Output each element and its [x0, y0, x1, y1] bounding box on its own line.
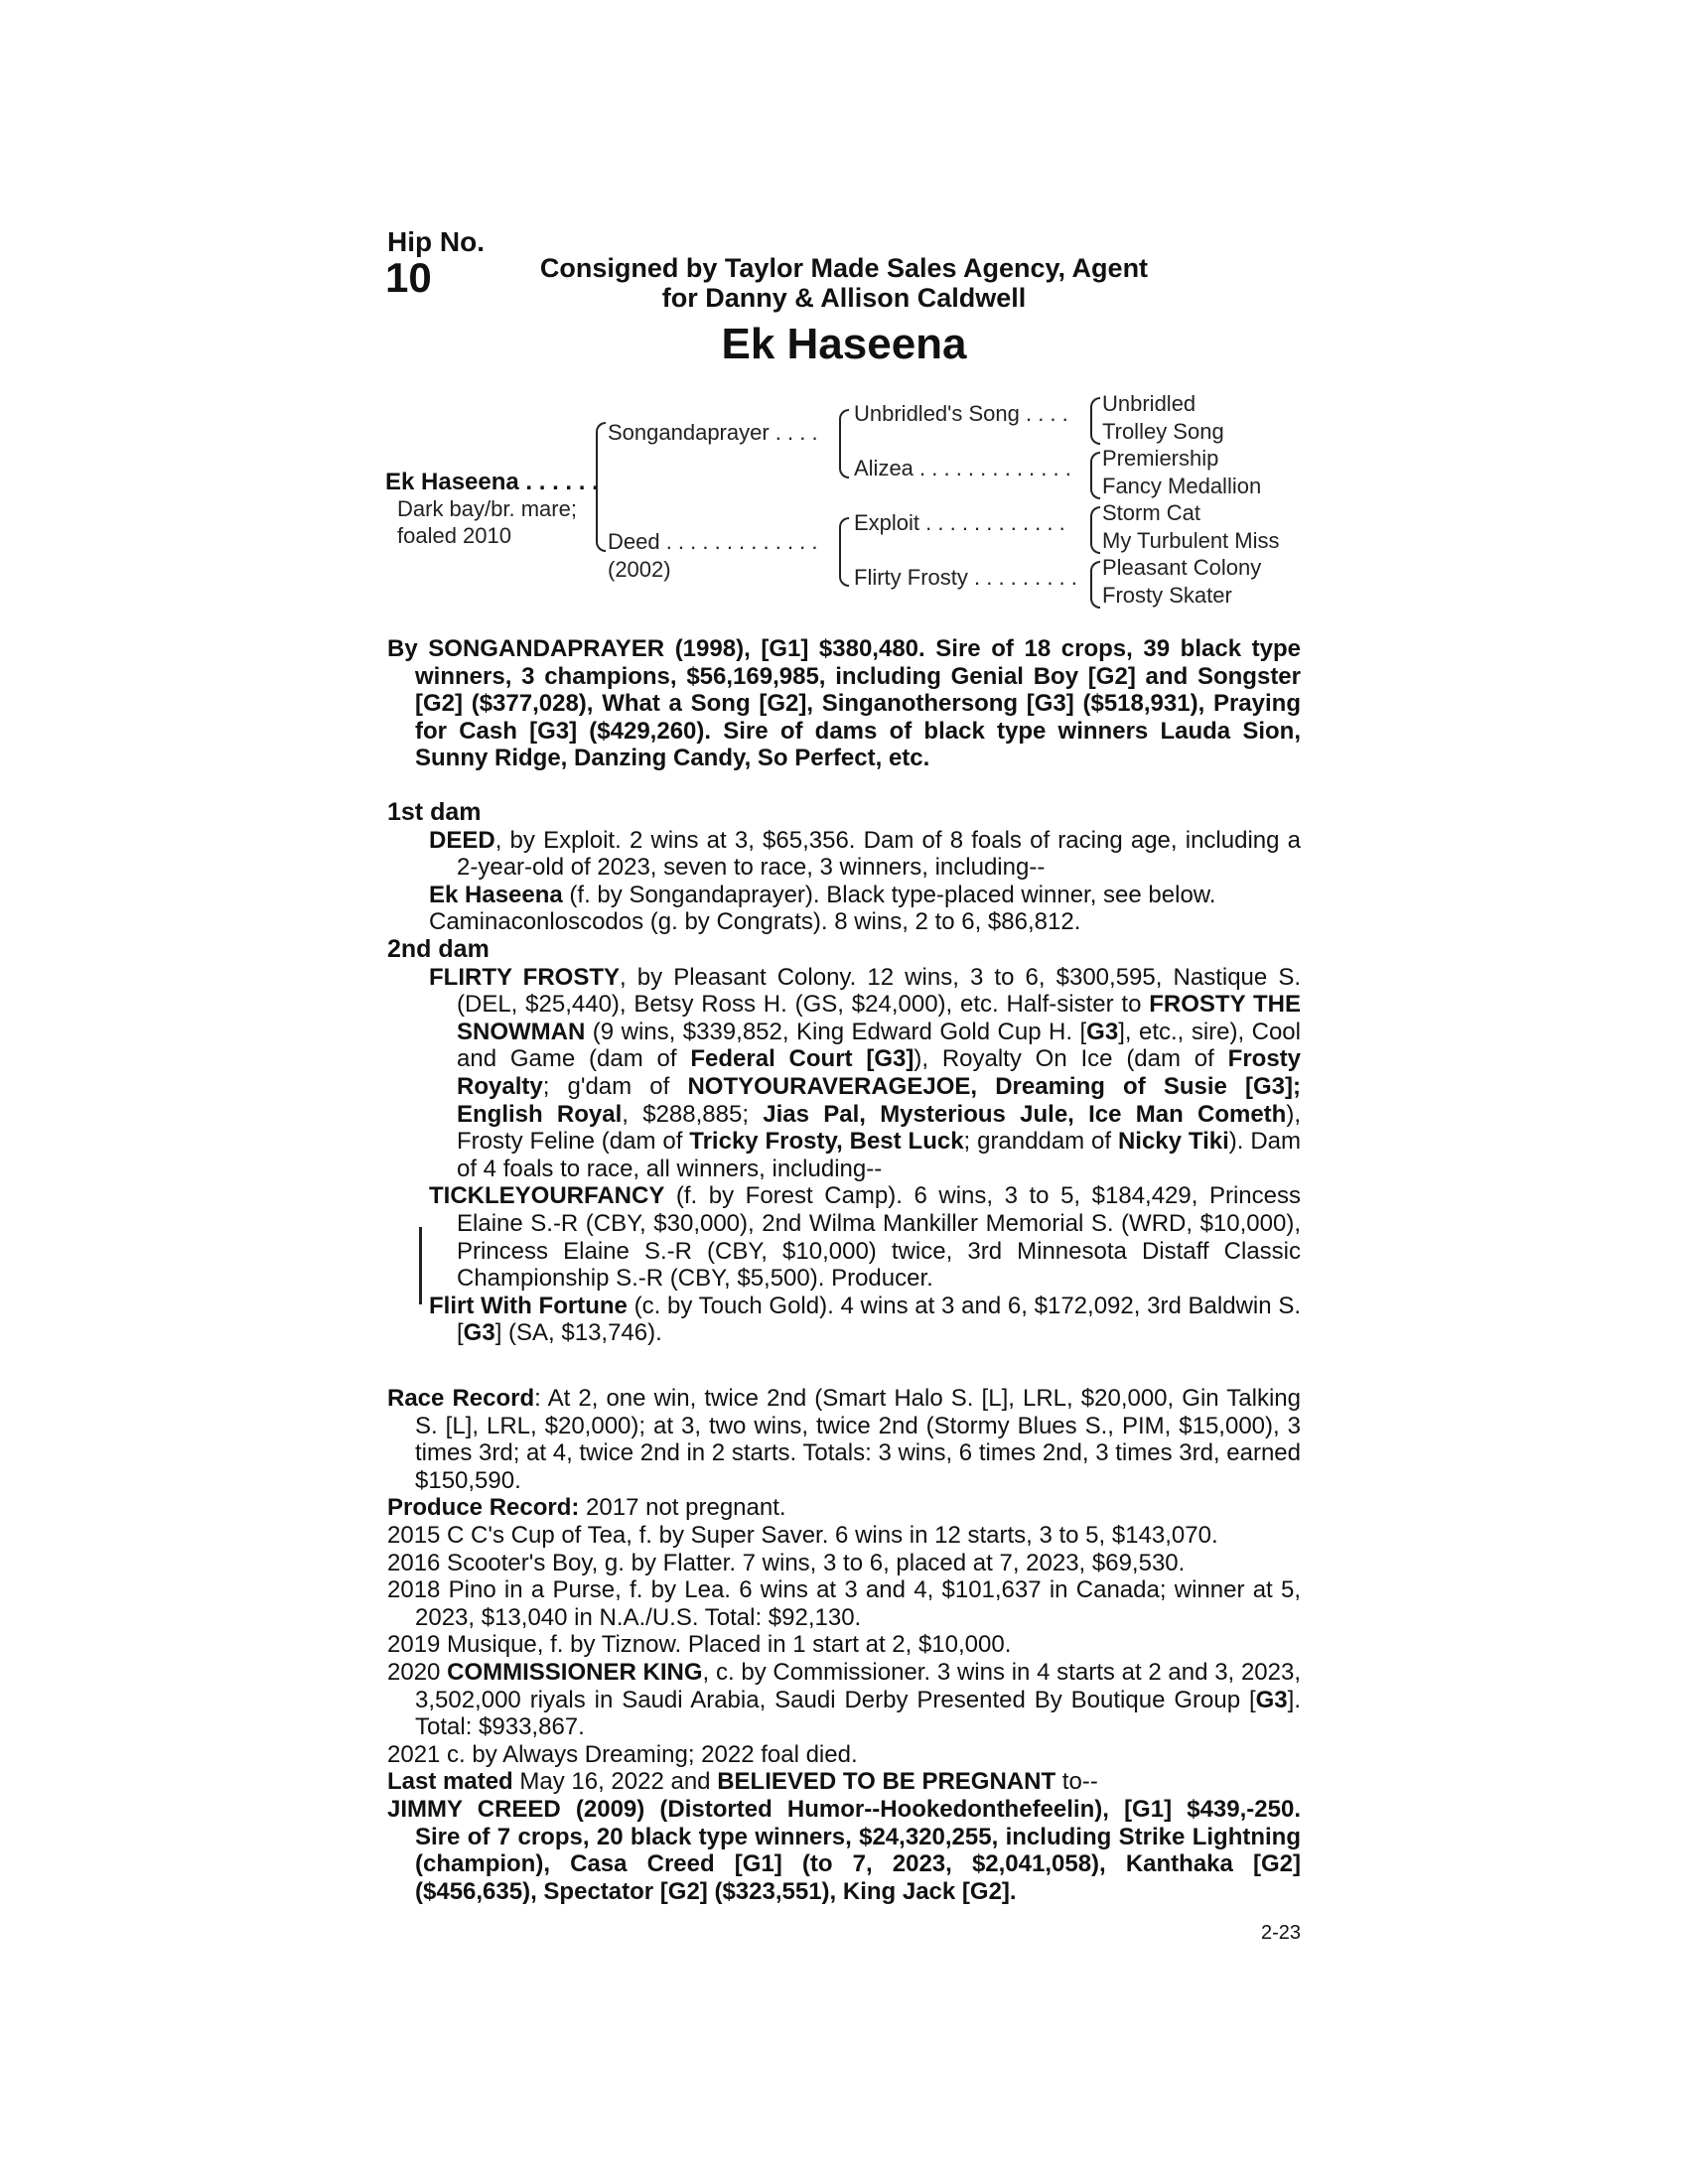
first-dam-heading: 1st dam [387, 798, 482, 826]
last-mated-text-a: May 16, 2022 and [512, 1768, 718, 1796]
pedigree-dam: Deed . . . . . . . . . . . . . [608, 529, 818, 554]
produce-flirt-with-fortune [387, 1293, 1301, 1347]
pedigree-sire: Songandaprayer . . . . [608, 420, 818, 445]
produce-text-flirt-grade: G3 [463, 1319, 495, 1347]
produce-2016: 2016 Scooter's Boy, g. by Flatter. 7 wins, 3 to 6, placed at 7, 2023, $69,530. [387, 1549, 1186, 1576]
second-dam-text-l: , $288,885; [622, 1100, 764, 1128]
last-mated [387, 1768, 1301, 1796]
produce-record [387, 1494, 1301, 1522]
pedigree-subject-foaled: foaled 2010 [397, 523, 511, 548]
producer-bar [419, 1227, 422, 1304]
last-mated-status: BELIEVED TO BE PREGNANT [717, 1768, 1056, 1796]
pedigree-dam-sire: Exploit . . . . . . . . . . . . [854, 510, 1065, 535]
second-dam-text-o: Tricky Frosty, Best Luck [689, 1128, 964, 1156]
second-dam-text-n: ), Frosty Feline (dam of [457, 1100, 1301, 1156]
pedigree-g8: Frosty Skater [1102, 583, 1232, 608]
pedigree-brace-4 [1090, 561, 1100, 609]
horse-name-title: Ek Haseena [721, 320, 967, 368]
pedigree-g4: Fancy Medallion [1102, 474, 1262, 498]
consignor-line2: for Danny & Allison Caldwell [661, 283, 1027, 313]
produce-2015: 2015 C C's Cup of Tea, f. by Super Saver. 6 wins in 12 starts, 3 to 5, $143,070. [387, 1521, 1218, 1549]
pedigree-g2: Trolley Song [1102, 419, 1224, 444]
page-number: 2-23 [1260, 1922, 1301, 1944]
pedigree-g3: Premiership [1102, 446, 1219, 471]
last-mated-text-b: to-- [1055, 1768, 1098, 1796]
produce-tickleyourfancy [387, 1182, 1301, 1292]
second-dam-text-j: ; g'dam of [542, 1072, 688, 1100]
second-dam-paragraph [387, 964, 1301, 1183]
produce-2020-name: COMMISSIONER KING [447, 1658, 703, 1686]
first-dam-name: DEED [429, 826, 495, 854]
hip-label: Hip No. [387, 226, 485, 257]
pedigree-brace-2 [1090, 452, 1100, 499]
produce-text-ek-haseena: (f. by Songandaprayer). Black type-placed winner, see below. [562, 881, 1216, 908]
last-mated-label: Last mated [387, 1768, 513, 1796]
second-dam-heading: 2nd dam [387, 934, 490, 963]
pedigree-g1: Unbridled [1102, 391, 1196, 416]
produce-2020 [387, 1659, 1301, 1741]
second-dam-text-c: FROSTY THE SNOWMAN [457, 991, 1302, 1045]
sire-section [387, 635, 1301, 772]
produce-2018: 2018 Pino in a Purse, f. by Lea. 6 wins at 3 and 4, $101,637 in Canada; winner at 5, 2023, $13,040 in N.A./U.S. Total: $92,130. [387, 1576, 1301, 1631]
second-dam-text-g: Federal Court [G3] [690, 1045, 914, 1073]
second-dam-name: FLIRTY FROSTY [429, 963, 620, 991]
produce-record-label: Produce Record: [387, 1494, 580, 1522]
pedigree-brace-1 [1090, 397, 1100, 445]
produce-name-tickleyourfancy: TICKLEYOURFANCY [429, 1182, 665, 1210]
produce-caminaconloscodos: Caminaconloscodos (g. by Congrats). 8 wins, 2 to 6, $86,812. [429, 908, 1081, 936]
pedigree-sire-sire: Unbridled's Song . . . . [854, 401, 1068, 426]
second-dam-text-e: G3 [1086, 1018, 1119, 1045]
produce-text-tickleyourfancy: (f. by Forest Camp). 6 wins, 3 to 5, $184,429, Princess Elaine S.-R (CBY, $30,000), 2nd Wilma Mankiller Memorial S. (WRD, $10,000), Princess Elaine S.-R (CBY, $10,000) twice, 3rd Minnesota Distaff Classic Championship S.-R (CBY, $5,500). Producer. [457, 1182, 1301, 1293]
produce-name-ek-haseena: Ek Haseena [429, 881, 563, 908]
race-record [387, 1385, 1301, 1494]
pedigree-g5: Storm Cat [1102, 500, 1201, 525]
second-dam-text-r: ). Dam of 4 foals to race, all winners, including-- [457, 1128, 1301, 1182]
second-dam-text-q: Nicky Tiki [1117, 1128, 1229, 1156]
produce-2020-text-b: ]. Total: $933,867. [415, 1686, 1301, 1741]
pedigree-dam-year: (2002) [608, 557, 671, 582]
pedigree-g7: Pleasant Colony [1102, 555, 1262, 580]
produce-2020-year: 2020 [387, 1658, 448, 1686]
pedigree-brace-3 [1090, 506, 1100, 554]
race-record-text: : At 2, one win, twice 2nd (Smart Halo S. [L], LRL, $20,000, Gin Talking S. [L], LRL, $20,000); at 3, two wins, twice 2nd (Stormy Blues S., PIM, $15,000), 3 times 3rd; at 4, twice 2nd in 2 starts. Totals: 3 wins, 6 times 2nd, 3 times 3rd, earned $150,590. [415, 1385, 1301, 1494]
second-dam-text-i: Frosty Royalty [457, 1045, 1302, 1100]
first-dam-text: , by Exploit. 2 wins at 3, $65,356. Dam of 8 foals of racing age, including a 2-year-old of 2023, seven to race, 3 winners, including-- [457, 826, 1301, 882]
produce-2020-grade: G3 [1255, 1686, 1288, 1713]
produce-name-flirt-with-fortune: Flirt With Fortune [429, 1292, 628, 1319]
second-dam-text-m: Jias Pal, Mysterious Jule, Ice Man Cometh [763, 1100, 1287, 1128]
second-dam-text-h: ), Royalty On Ice (dam of [914, 1045, 1228, 1073]
consignor-line1: Consigned by Taylor Made Sales Agency, Agent [539, 253, 1149, 283]
produce-record-text: 2017 not pregnant. [579, 1494, 786, 1522]
pedigree-sire-dam: Alizea . . . . . . . . . . . . . [854, 456, 1071, 480]
produce-ek-haseena [387, 882, 1301, 909]
produce-2021: 2021 c. by Always Dreaming; 2022 foal died. [387, 1740, 858, 1768]
stallion-paragraph: JIMMY CREED (2009) (Distorted Humor--Hookedonthefeelin), [G1] $439,-250. Sire of 7 crops, 20 black type winners, $24,320,255, including Strike Lightning (champion), Casa Creed [G1] (to 7, 2023, $2,041,058), Kanthaka [G2] ($456,635), Spectator [G2] ($323,551), King Jack [G2]. [387, 1795, 1301, 1905]
pedigree-subject: Ek Haseena . . . . . . [385, 469, 599, 495]
second-dam-text-k: NOTYOURAVERAGEJOE, Dreaming of Susie [G3]; English Royal [457, 1072, 1302, 1128]
produce-2020-text-a: , c. by Commissioner. 3 wins in 4 starts at 2 and 3, 2023, 3,502,000 riyals in Saudi Arabia, Saudi Derby Presented By Boutique Group [ [415, 1658, 1302, 1713]
hip-number: 10 [385, 254, 432, 301]
second-dam-text-f: ], etc., sire), Cool and Game (dam of [457, 1018, 1301, 1073]
first-dam-paragraph [387, 827, 1301, 882]
second-dam-text-p: ; granddam of [963, 1128, 1118, 1156]
sire-paragraph: By SONGANDAPRAYER (1998), [G1] $380,480. Sire of 18 crops, 39 black type winners, 3 champions, $56,169,985, including Genial Boy [G2] and Songster [G2] ($377,028), What a Song [G2], Singanothersong [G3] ($518,931), Praying for Cash [G3] ($429,260). Sire of dams of black type winners Lauda Sion, Sunny Ridge, Danzing Candy, So Perfect, etc. [387, 635, 1301, 772]
pedigree-subject-desc: Dark bay/br. mare; [397, 496, 577, 521]
produce-text-flirt-b: ] (SA, $13,746). [494, 1319, 662, 1347]
record-section [387, 1385, 1301, 1905]
race-record-label: Race Record [387, 1385, 535, 1412]
pedigree-g6: My Turbulent Miss [1102, 528, 1280, 553]
pedigree-brace-dam [839, 517, 849, 587]
family-section [387, 799, 1301, 1347]
pedigree-dam-dam: Flirty Frosty . . . . . . . . . [854, 565, 1077, 590]
second-dam-text-d: (9 wins, $339,852, King Edward Gold Cup H. [ [585, 1018, 1087, 1045]
produce-2019: 2019 Musique, f. by Tiznow. Placed in 1 start at 2, $10,000. [387, 1631, 1012, 1659]
produce-text-flirt-a: (c. by Touch Gold). 4 wins at 3 and 6, $172,092, 3rd Baldwin S. [ [457, 1292, 1301, 1347]
pedigree-brace-sire [839, 409, 849, 478]
pedigree-brace-subject [596, 422, 606, 552]
consignor [467, 253, 1221, 313]
second-dam-text-b: , by Pleasant Colony. 12 wins, 3 to 6, $300,595, Nastique S. (DEL, $25,440), Betsy Ross H. (GS, $24,000), etc. Half-sister to [457, 963, 1302, 1019]
